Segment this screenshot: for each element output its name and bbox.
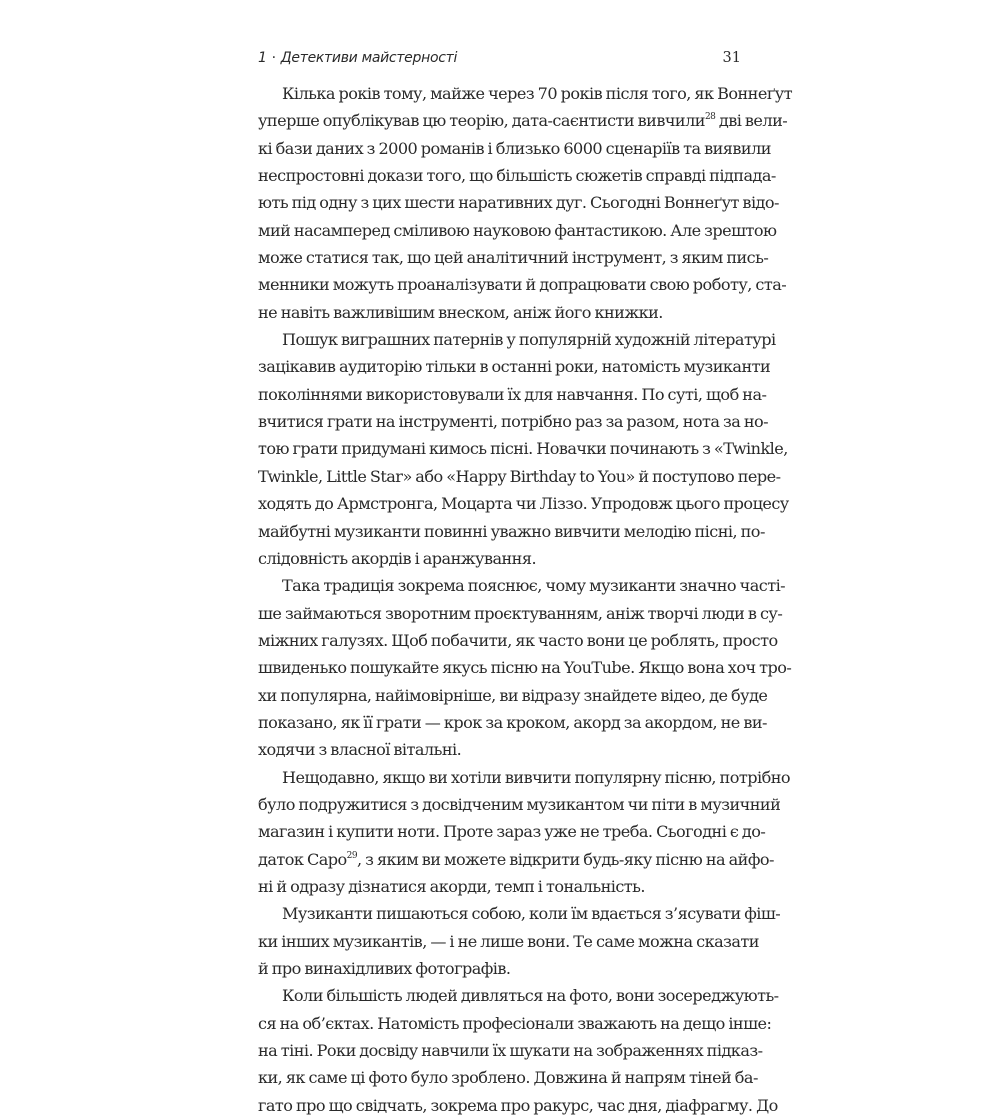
text-line: Кілька років тому, майже через 70 років після того, як Воннеґут <box>282 84 793 103</box>
book-page <box>258 50 793 1119</box>
paragraph-4 <box>258 764 791 901</box>
text-line <box>258 846 774 873</box>
text-line: швиденько пошукайте якусь пісню на YouTube. Якщо вона хоч тро- <box>258 658 792 678</box>
text-line: ють під одну з цих шести наративних дуг. Сьогодні Воннеґут відо- <box>258 193 779 213</box>
text-line: було подружитися з досвідченим музикантом чи піти в музичний <box>258 794 781 814</box>
text-line: ки інших музикантів, — і не лише вони. Те саме можна сказати <box>258 931 759 951</box>
footnote-ref-29: 29 <box>346 850 358 861</box>
chapter-heading <box>258 50 457 66</box>
text-line: Twinkle, Little Star» або «Happy Birthday to You» й поступово пере- <box>258 466 781 486</box>
text-line: ше займаються зворотним проєктуванням, аніж творчі люди в су- <box>258 603 783 623</box>
text-line: менники можуть проаналізувати й допрацювати свою роботу, ста- <box>258 275 787 295</box>
text-line: міжних галузях. Щоб побачити, як часто вони це роблять, просто <box>258 630 778 650</box>
chapter-title: Детективи майстерності <box>280 50 458 66</box>
page-number: 31 <box>722 50 741 66</box>
text-line: показано, як її грати — крок за кроком, акорд за акордом, не ви- <box>258 712 767 732</box>
footnote-ref-28: 28 <box>704 112 716 123</box>
text-line: Пошук виграшних патернів у популярній художній літературі <box>282 330 776 350</box>
text-line: вчитися грати на інструменті, потрібно раз за разом, нота за но- <box>258 412 769 432</box>
text-line <box>258 107 788 134</box>
text-line: ні й одразу дізнатися акорди, темп і тональність. <box>258 876 645 896</box>
paragraph-1 <box>258 80 793 326</box>
text-line: поколіннями використовували їх для навчання. По суті, щоб на- <box>258 384 767 404</box>
text-line: магазин і купити ноти. Проте зараз уже не треба. Сьогодні є до- <box>258 822 766 842</box>
text-line: й про винахідливих фотографів. <box>258 959 511 978</box>
text-line: мий насамперед сміливою науковою фантастикою. Але зрештою <box>258 220 777 240</box>
text-line: на тіні. Роки досвіду навчили їх шукати на зображеннях підказ- <box>258 1041 763 1061</box>
text-line: слідовність акордів і аранжування. <box>258 548 537 568</box>
paragraph-5 <box>258 900 781 982</box>
text-fragment: дві вели- <box>715 111 788 131</box>
paragraph-2 <box>258 326 789 572</box>
text-line: Нещодавно, якщо ви хотіли вивчити популярну пісню, потрібно <box>282 767 791 787</box>
text-line: ся на об’єктах. Натомість професіонали зважають на дещо інше: <box>258 1013 772 1033</box>
paragraph-6 <box>258 982 779 1119</box>
text-line: кі бази даних з 2000 романів і близько 6000 сценаріїв та виявили <box>258 138 771 158</box>
text-line: зацікавив аудиторію тільки в останні роки, натомість музиканти <box>258 357 771 377</box>
text-line: майбутні музиканти повинні уважно вивчити мелодію пісні, по- <box>258 521 765 541</box>
text-line: Музиканти пишаються собою, коли їм вдається з’ясувати фіш- <box>282 904 781 924</box>
text-line: ходять до Армстронга, Моцарта чи Ліззо. Упродовж цього процесу <box>258 494 789 514</box>
text-fragment: даток Capo <box>258 849 347 869</box>
text-line: Така традиція зокрема пояснює, чому музиканти значно часті- <box>282 576 786 596</box>
text-fragment: уперше опублікував цю теорію, дата-саєнтисти вивчили <box>258 111 705 131</box>
text-line: гато про що свідчать, зокрема про ракурс, час дня, діафрагму. До <box>258 1095 778 1115</box>
text-line: не навіть важливішим внеском, аніж його книжки. <box>258 302 663 322</box>
chapter-number: 1 <box>258 50 267 66</box>
running-head <box>258 50 741 72</box>
text-line: ходячи з власної вітальні. <box>258 740 462 760</box>
text-fragment: , з яким ви можете відкрити будь-яку пісню на айфо- <box>357 849 774 869</box>
paragraph-3 <box>258 572 792 763</box>
header-separator: · <box>271 50 276 66</box>
text-line: може статися так, що цей аналітичний інструмент, з яким пись- <box>258 248 769 268</box>
text-line: ки, як саме ці фото було зроблено. Довжина й напрям тіней ба- <box>258 1068 758 1088</box>
text-line: неспростовні докази того, що більшість сюжетів справді підпада- <box>258 166 776 186</box>
text-line: тою грати придумані кимось пісні. Новачки починають з «Twinkle, <box>258 439 788 459</box>
text-line: хи популярна, найімовірніше, ви відразу знайдете відео, де буде <box>258 685 768 705</box>
text-line: Коли більшість людей дивляться на фото, вони зосереджують- <box>282 986 779 1006</box>
